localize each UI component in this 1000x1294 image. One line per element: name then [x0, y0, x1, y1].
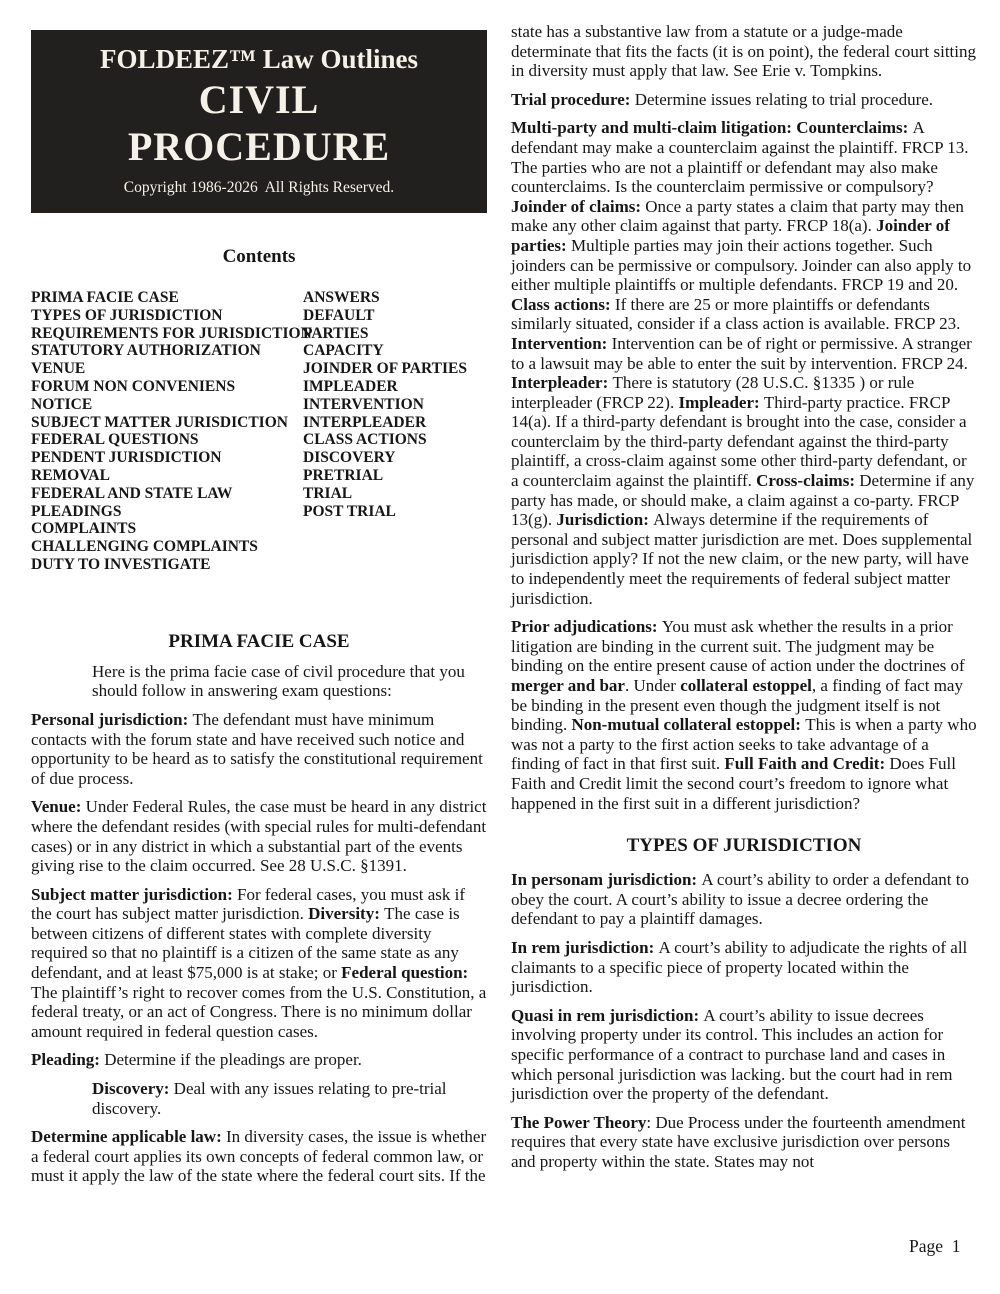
contents-item: STATUTORY AUTHORIZATION [31, 342, 261, 360]
bold-term: The Power Theory [511, 1112, 647, 1132]
bold-term: In rem jurisdiction: [511, 937, 659, 957]
bold-term: Trial procedure: [511, 89, 635, 109]
contents-item: COMPLAINTS [31, 520, 137, 538]
contents-item: POST TRIAL [303, 502, 396, 520]
text-run: This is when a party who was not a party to the first action seeks to take advantage of a finding of fact in that first suit. [511, 715, 977, 774]
paragraph [511, 938, 977, 997]
paragraph [511, 1006, 977, 1104]
contents-item: JOINDER OF PARTIES [303, 360, 467, 378]
text-run: state has a substantive law from a statute or a judge-made determinate that fits the facts (it is on point), the federal court sitting in diversity must apply that law. See Erie v. Tompkins. [511, 22, 977, 81]
paragraph [31, 797, 487, 875]
paragraph [31, 1127, 487, 1186]
contents-item: CHALLENGING COMPLAINTS [31, 538, 258, 556]
contents-item: FORUM NON CONVENIENS [31, 377, 236, 395]
contents-item: PRIMA FACIE CASE [31, 289, 179, 306]
bold-term: Subject matter jurisdiction: [31, 884, 238, 904]
bold-term: Personal jurisdiction: [31, 709, 193, 729]
contents-item: REQUIREMENTS FOR JURISDICTION [31, 324, 312, 342]
contents-item: VENUE [31, 360, 86, 378]
contents-item: PENDENT JURISDICTION [31, 449, 222, 467]
bold-term: Multi-party and multi-claim litigation: Counterclaims: [511, 118, 913, 138]
contents-list [31, 289, 487, 574]
paragraph [92, 1079, 487, 1118]
contents-item: TYPES OF JURISDICTION [31, 306, 223, 324]
bold-term: Prior adjudications: [511, 617, 662, 637]
paragraph [511, 90, 977, 110]
contents-item: INTERVENTION [303, 395, 424, 413]
brand-title: FOLDEEZ™ Law Outlines [99, 44, 419, 74]
text-run: The case is between citizens of different states with complete diversity required so that no plaintiff is a citizen of the same state as any defendant, and at least $75,000 is at stake; or [31, 904, 460, 983]
bold-term: Federal question: [341, 963, 469, 983]
bold-term: Intervention: [511, 333, 612, 353]
contents-item: PLEADINGS [31, 502, 122, 520]
text-run: The plaintiff’s right to recover comes from the U.S. Constitution, a federal treaty, or an act of Congress. There is no minimum dollar amount required in federal question cases. [31, 982, 487, 1041]
subject-title-line2: PROCEDURE [127, 124, 391, 169]
text-run: . Under [624, 676, 681, 695]
bold-term: Joinder of parties: [511, 216, 950, 255]
contents-item: PRETRIAL [303, 466, 384, 484]
paragraph [31, 885, 487, 1042]
paragraph [31, 710, 487, 788]
contents-item: DEFAULT [303, 306, 375, 324]
bold-term: In personam jurisdiction: [511, 870, 702, 890]
bold-term: Quasi in rem jurisdiction: [511, 1005, 704, 1025]
text-run: : Due Process under the fourteenth amendment requires that every state have exclusive jurisdiction over persons and property within the state. States may not [511, 1112, 966, 1171]
contents-item: ANSWERS [303, 289, 380, 306]
subject-title-line1: CIVIL [198, 77, 320, 122]
text-run: A court’s ability to adjudicate the rights of all claimants to a specific piece of property located within the jurisdiction. [511, 937, 968, 997]
text-run: Third-party practice. FRCP 14(a). If a third-party defendant is brought into the case, consider a counterclaim by the third-party defendant against the third-party plaintiff, a cross-claim against some other third-party defendant, or a counterclaim against the plaintiff. [511, 392, 967, 491]
bold-term: Diversity: [308, 904, 385, 924]
text-run: Determine if the pleadings are proper. [104, 1050, 362, 1070]
text-run: You must ask whether the results in a prior litigation are binding in the current suit. The judgment may be binding on the entire present cause of action under the doctrines of [511, 617, 965, 676]
bold-term: Discovery: [92, 1079, 174, 1099]
text-run: There is statutory (28 U.S.C. §1335 ) or rule interpleader (FRCP 22). [511, 373, 915, 412]
copyright-notice: Copyright 1986-2026 All Rights Reserved. [123, 179, 395, 196]
bold-term: Cross-claims: [756, 471, 860, 491]
contents-item: FEDERAL AND STATE LAW [31, 484, 233, 502]
text-run: For federal cases, you must ask if the court has subject matter jurisdiction. [31, 884, 466, 924]
paragraph [511, 1113, 977, 1172]
paragraph [511, 870, 977, 929]
page-number: Page 1 [909, 1236, 961, 1256]
contents-item: INTERPLEADER [303, 413, 427, 431]
text-run: Always determine if the requirements of personal and subject matter jurisdiction are met. Does supplemental jurisdiction apply? If not the new claim, or the new party, will have to independently meet the requirements of federal subject matter jurisdiction. [511, 510, 973, 608]
bold-term: Pleading: [31, 1050, 105, 1070]
bold-term: Interpleader: [511, 373, 613, 393]
bold-term: Determine applicable law: [31, 1127, 226, 1147]
bold-term: Non-mutual collateral estoppel: [571, 715, 806, 735]
bold-term: Jurisdiction: [556, 510, 654, 530]
text-run: Multiple parties may join their actions together. Such joinders can be permissive or compulsory. Joinder can also apply to either multiple plaintiffs or multiple defendants. FRCP 19 and 20. [511, 235, 972, 295]
contents-item: TRIAL [303, 484, 353, 502]
contents-item: IMPLEADER [303, 377, 398, 395]
bold-term: Full Faith and Credit: [724, 754, 890, 774]
contents-item: SUBJECT MATTER JURISDICTION [31, 413, 288, 431]
title-banner [31, 30, 487, 213]
text-run: In diversity cases, the issue is whether a federal court applies its own concepts of federal common law, or must it apply the law of the state where the federal court sits. If the [31, 1127, 487, 1186]
text-run: Once a party states a claim that party may then make any other claim against that party. FRCP 18(a). [511, 196, 964, 236]
text-run: If there are 25 or more plaintiffs or defendants similarly situated, consider if a class action is available. FRCP 23. [511, 294, 961, 334]
left-column-body [31, 631, 487, 1186]
bold-term: Venue: [31, 797, 86, 817]
text-run: Determine issues relating to trial procedure. [634, 89, 934, 109]
bold-term: Class actions: [511, 294, 615, 314]
bold-term: Joinder of claims: [511, 196, 646, 216]
text-run: , a finding of fact may be binding in the present even though the judgment itself is not binding. [511, 676, 963, 735]
bold-term: collateral estoppel [680, 676, 812, 695]
paragraph [511, 617, 977, 813]
contents-column-2 [303, 289, 467, 574]
contents-item: FEDERAL QUESTIONS [31, 431, 199, 449]
right-column [511, 13, 977, 1180]
bold-term: Impleader: [678, 392, 764, 412]
section-heading: PRIMA FACIE CASE [168, 630, 350, 652]
text-run: The defendant must have minimum contacts with the forum state and have received such notice and opportunity to be heard as to satisfy the constitutional requirement of due process. [31, 709, 483, 788]
text-run: A court’s ability to issue decrees involving property under its control. This includes an action for specific performance of a contract to purchase land and cases in which personal jurisdiction was lacking. but the court had in rem jurisdiction over the property of the defendant. [511, 1005, 953, 1104]
contents-heading: Contents [222, 246, 296, 267]
contents-item: DISCOVERY [303, 449, 396, 467]
contents-item: NOTICE [31, 395, 93, 413]
section-heading: TYPES OF JURISDICTION [626, 835, 862, 857]
contents-item: CLASS ACTIONS [303, 431, 427, 449]
contents-item: CAPACITY [303, 342, 384, 360]
contents-item: PARTIES [303, 324, 369, 342]
contents-item: DUTY TO INVESTIGATE [31, 555, 211, 573]
bold-term: merger and bar [511, 676, 625, 695]
text-run: Under Federal Rules, the case must be heard in any district where the defendant resides (with special rules for multi-defendant cases) or in any district in which a substantial part of the events giving rise to the claim occurred. See 28 U.S.C. §1391. [31, 797, 487, 876]
paragraph [31, 1050, 487, 1070]
paragraph [511, 22, 977, 81]
contents-column-1 [31, 289, 312, 574]
text-run: Determine if any party has made, or should make, a claim against a co-party. FRCP 13(g). [511, 471, 975, 530]
left-column [31, 30, 487, 1195]
text-run: Here is the prima facie case of civil procedure that you should follow in answering exam questions: [92, 661, 465, 701]
text-run: Intervention can be of right or permissive. A stranger to a lawsuit may be able to enter the suit by intervention. FRCP 24. [511, 333, 972, 373]
right-column-body [511, 22, 977, 1171]
paragraph [92, 662, 487, 701]
text-run: A defendant may make a counterclaim against the plaintiff. FRCP 13. The parties who are not a plaintiff or defendant may also make counterclaims. Is the counterclaim permissive or compulsory? [511, 118, 969, 197]
contents-item: REMOVAL [31, 466, 110, 484]
paragraph [511, 118, 977, 608]
text-run: A court’s ability to order a defendant to obey the court. A court’s ability to issue a decree ordering the defendant to pay a plaintiff damages. [511, 870, 970, 929]
text-run: Deal with any issues relating to pre-trial discovery. [92, 1079, 447, 1118]
text-run: Does Full Faith and Credit limit the second court’s freedom to ignore what happened in the first suit in a different jurisdiction? [511, 754, 956, 813]
